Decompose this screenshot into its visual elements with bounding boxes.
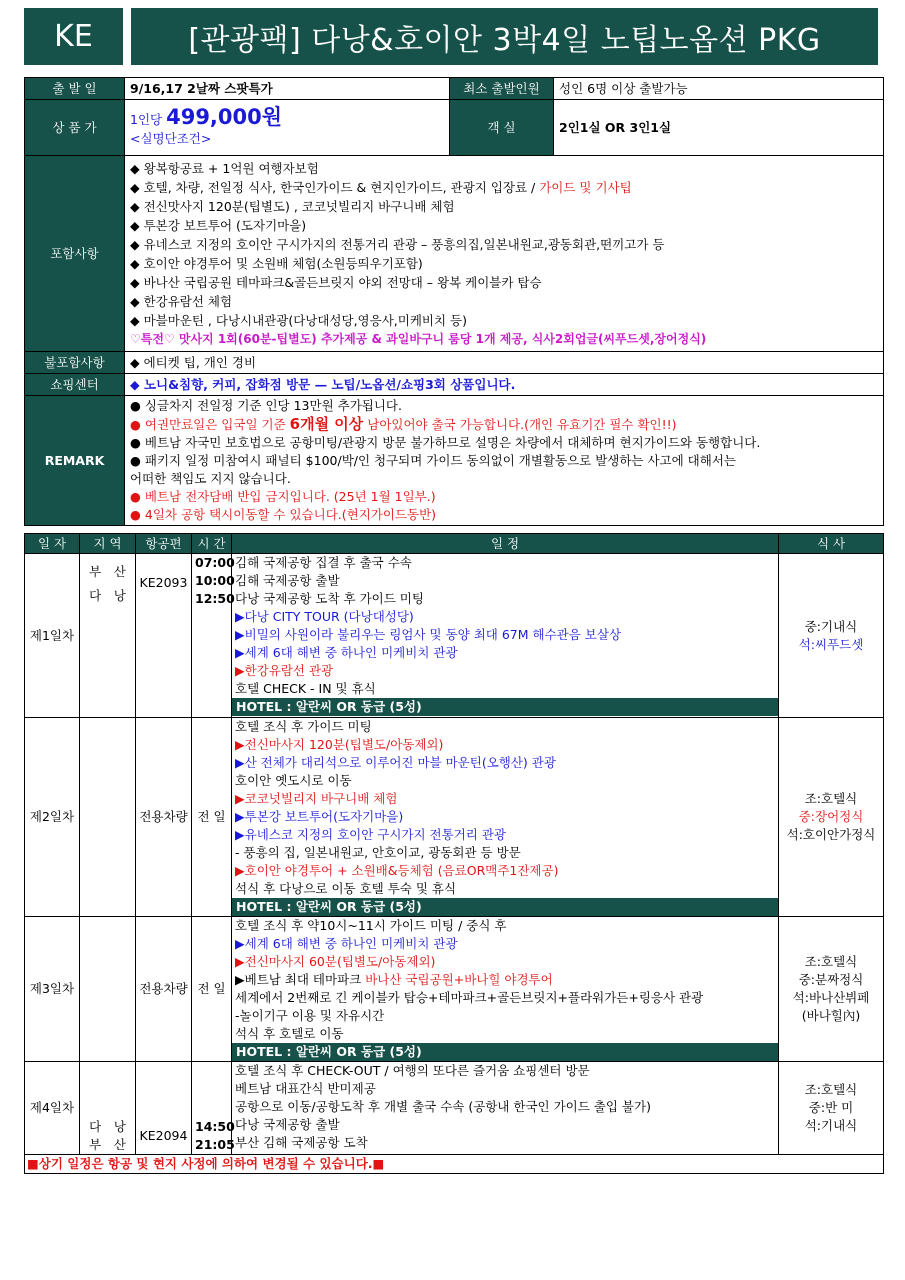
day1-flight: KE2093 [136,554,192,718]
day2-region [80,718,136,917]
price-prefix: 1인당 [130,111,163,127]
col-flight: 항공편 [136,534,192,554]
include-tip-note: 가이드 및 기사팁 [539,179,632,195]
remark-item: ● 패키지 일정 미참여시 패널티 $100/박/인 청구되며 가이드 동의없이 개별활동으로 발생하는 사고에 대해서는 [130,453,736,468]
hotel-bar: HOTEL : 알란씨 OR 동급 (5성) [232,898,778,916]
departure-label: 출 발 일 [25,78,125,100]
shop-label: 쇼핑센터 [25,374,125,396]
include-item: ◆ 바나산 국립공원 테마파크&골든브릿지 야외 전망대 – 왕복 케이블카 탑승 [130,274,542,290]
page-title: [관광팩] 다낭&호이안 3박4일 노팁노옵션 PKG [188,22,821,58]
include-label: 포함사항 [25,156,125,352]
day4-flight: KE2094 [136,1062,192,1155]
remark-item: ● 4일차 공항 택시이동할 수 있습니다.(현지가이드동반) [130,507,437,522]
day1-itinerary: 김해 국제공항 집결 후 출국 수속 김해 국제공항 출발 다낭 국제공항 도착 후 가이드 미팅 ▶다낭 CITY TOUR (다낭대성당) ▶비밀의 사원이라 불리우는 링엄사 및 동양 최대 67M 해수관음 보살상 ▶세계 6대 해변 중 하나인 미케비치 관광 ▶한강유람선 관광 호텔 CHECK - IN 및 휴식 HOTEL : 알란씨 OR 동급 (5성) [232,554,779,718]
min-people-value: 성인 6명 이상 출발가능 [554,78,884,100]
include-list [125,156,884,352]
hotel-bar: HOTEL : 알란씨 OR 동급 (5성) [232,698,778,716]
include-item: ◆ 왕복항공료 + 1억원 여행자보험 [130,160,319,176]
day4-row [25,1062,884,1155]
day3-meals: 조:호텔식 중:분짜정식 석:바나산뷔페 (바나힐內) [779,917,884,1062]
day3-region [80,917,136,1062]
day1-row [25,554,884,718]
day3-vehicle: 전용차량 [136,917,192,1062]
day1-times: 07:00 10:00 12:50 [192,554,232,718]
remark-list [125,396,884,526]
day2-itinerary: 호텔 조식 후 가이드 미팅 ▶전신마사지 120분(팁별도/아동제외) ▶산 전체가 대리석으로 이루어진 마블 마운틴(오행산) 관광 호이안 옛도시로 이동 ▶코코넛빌리지 바구니배 체험 ▶투본강 보트투어(도자기마을) ▶유네스코 지정의 호이안 구시가지 전통거리 관광 - 풍흥의 집, 일본내원교, 안호이교, 광동회관 등 방문 ▶호이안 야경투어 + 소원배&등체험 (음료OR맥주1잔제공) 석식 후 다낭으로 이동 호텔 투숙 및 휴식 HOTEL : 알란씨 OR 동급 (5성) [232,718,779,917]
col-meal: 식 사 [779,534,884,554]
include-special: ♡특전♡ 맛사지 1회(60분-팁별도) 추가제공 & 과일바구니 룸당 1개 제공, 식사2회업글(씨푸드셋,장어정식) [130,331,707,346]
price-label: 상 품 가 [25,100,125,156]
day3-time: 전 일 [192,917,232,1062]
col-day: 일 자 [25,534,80,554]
remark-item: ● 싱글차지 전일정 기준 인당 13만원 추가됩니다. [130,398,402,413]
title-banner [131,8,878,65]
remark-item: ● 베트남 자국민 보호법으로 공항미팅/관광지 방문 불가하므로 설명은 차량에서 대체하며 현지가이드와 동행합니다. [130,435,761,450]
day2-time: 전 일 [192,718,232,917]
day3-row [25,917,884,1062]
day3-itinerary: 호텔 조식 후 약10시~11시 가이드 미팅 / 중식 후 ▶세계 6대 해변 중 하나인 미케비치 관광 ▶전신마사지 60분(팁별도/아동제외) ▶베트남 최대 테마파크 바나산 국립공원+바나힐 야경투어 세계에서 2번째로 긴 케이블카 탑승+테마파크+골든브릿지+플라워가든+링응사 관광 -놀이기구 이용 및 자유시간 석식 후 호텔로 이동 HOTEL : 알란씨 OR 동급 (5성) [232,917,779,1062]
day4-times: 14:50 21:05 [192,1062,232,1155]
exclude-value: ◆ 에티켓 팁, 개인 경비 [125,352,884,374]
price-value: 499,000원 [166,104,283,129]
remark-item: ● 여권만료일은 입국일 기준 6개월 이상 남아있어야 출국 가능합니다.(개인 유효기간 필수 확인!!) [130,415,677,433]
exclude-label: 불포함사항 [25,352,125,374]
day4-itinerary: 호텔 조식 후 CHECK-OUT / 여행의 또다른 즐거움 쇼핑센터 방문 베트남 대표간식 반미제공 공항으로 이동/공항도착 후 개별 출국 수속 (공항내 한국인 가이드 출입 불가) 다낭 국제공항 출발 부산 김해 국제공항 도착 [232,1062,779,1155]
include-item: ◆ 투본강 보트투어 (도자기마을) [130,217,307,233]
include-item: ◆ 마블마운틴 , 다낭시내관광(다낭대성당,영응사,미케비치 등) [130,312,467,328]
remark-highlight: 6개월 이상 [289,415,364,433]
day-label: 제1일차 [25,554,80,718]
day-label: 제4일차 [25,1062,80,1155]
hotel-bar: HOTEL : 알란씨 OR 동급 (5성) [232,1043,778,1061]
include-item: ◆ 전신맛사지 120분(팁별도) , 코코넛빌리지 바구니배 체험 [130,198,455,214]
include-item: ◆ 호텔, 차량, 전일정 식사, 한국인가이드 & 현지인가이드, 관광지 입장료 / 가이드 및 기사팁 [130,179,632,195]
remark-item: 어떠한 책임도 지지 않습니다. [130,471,291,486]
day2-vehicle: 전용차량 [136,718,192,917]
shop-value: ◆ 노니&침향, 커피, 잡화점 방문 — 노팁/노옵션/쇼핑3회 상품입니다. [125,374,884,396]
price-cell [125,100,450,156]
remark-item: ● 베트남 전자담배 반입 금지입니다. (25년 1월 1일부.) [130,489,436,504]
room-value: 2인1실 OR 3인1실 [554,100,884,156]
remark-label: REMARK [25,396,125,526]
col-itinerary: 일 정 [232,534,779,554]
itinerary-table [24,533,884,1174]
include-item: ◆ 한강유람선 체험 [130,293,233,309]
day2-row [25,718,884,917]
departure-value: 9/16,17 2날짜 스팟특가 [125,78,450,100]
day1-region: 부 산 다 낭 [80,554,136,718]
day1-meals: 중:기내식 석:씨푸드셋 [779,554,884,718]
price-condition: <실명단조건> [130,130,212,146]
col-region: 지 역 [80,534,136,554]
day-label: 제3일차 [25,917,80,1062]
include-item: ◆ 유네스코 지정의 호이안 구시가지의 전통거리 관광 – 풍흥의집,일본내원교,광동회관,떤끼고가 등 [130,236,665,252]
col-time: 시 간 [192,534,232,554]
day-label: 제2일차 [25,718,80,917]
airline-banner [24,8,123,65]
product-info-table [24,77,884,526]
airline-code: KE [54,19,93,54]
room-label: 객 실 [450,100,554,156]
day2-meals: 조:호텔식 중:장어정식 석:호이안가정식 [779,718,884,917]
schedule-footnote: ■상기 일정은 항공 및 현지 사정에 의하여 변경될 수 있습니다.■ [25,1155,884,1174]
min-people-label: 최소 출발인원 [450,78,554,100]
day4-meals: 조:호텔식 중:반 미 석:기내식 [779,1062,884,1155]
day4-region: 다 낭 부 산 [80,1062,136,1155]
include-item: ◆ 호이안 야경투어 및 소원배 체험(소원등띄우기포함) [130,255,423,271]
